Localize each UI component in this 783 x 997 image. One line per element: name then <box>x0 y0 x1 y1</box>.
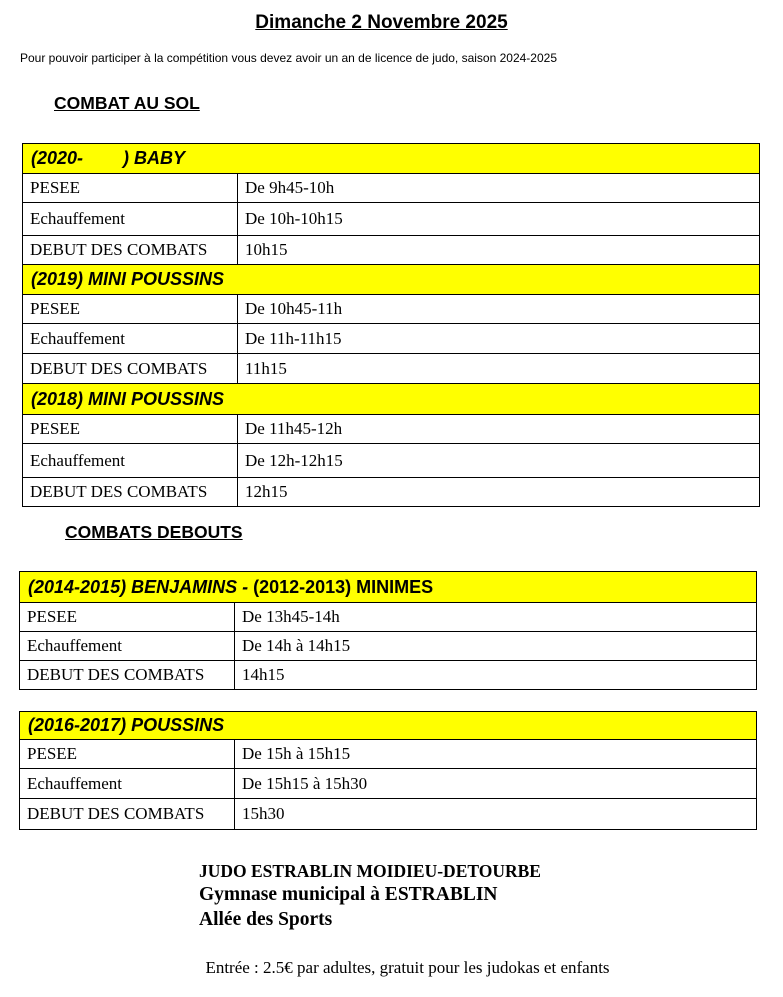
row-label: DEBUT DES COMBATS <box>23 236 238 265</box>
row-value: De 12h-12h15 <box>238 444 760 478</box>
section-combats-debouts: COMBATS DEBOUTS <box>65 522 243 542</box>
row-label: PESEE <box>20 740 235 769</box>
street-address: Allée des Sports <box>199 909 333 930</box>
row-value: De 10h45-11h <box>238 295 760 324</box>
row-label: Echauffement <box>23 444 238 478</box>
gym-name: Gymnase municipal à ESTRABLIN <box>199 884 498 905</box>
club-name: JUDO ESTRABLIN MOIDIEU-DETOURBE <box>199 861 541 881</box>
row-label: DEBUT DES COMBATS <box>20 661 235 690</box>
licence-note: Pour pouvoir participer à la compétition vous devez avoir un an de licence de judo, saison 2024-2025 <box>20 51 557 65</box>
row-value: De 11h-11h15 <box>238 324 760 354</box>
table-row <box>23 444 760 478</box>
group-header-baby <box>23 144 760 174</box>
group-header-poussins <box>20 712 757 740</box>
entry-fee: Entrée : 2.5€ par adultes, gratuit pour les judokas et enfants <box>205 958 610 977</box>
table-row <box>23 174 760 203</box>
schedule-table-poussins <box>19 711 757 830</box>
row-value: 12h15 <box>238 478 760 507</box>
table-row <box>23 478 760 507</box>
row-label: PESEE <box>20 603 235 632</box>
page-title: Dimanche 2 Novembre 2025 <box>255 12 508 33</box>
table-row <box>23 203 760 236</box>
row-value: 11h15 <box>238 354 760 384</box>
row-label: DEBUT DES COMBATS <box>23 478 238 507</box>
group-header-mini-2018 <box>23 384 760 415</box>
row-value: De 13h45-14h <box>235 603 757 632</box>
row-label: DEBUT DES COMBATS <box>20 799 235 830</box>
schedule-table-sol <box>22 143 760 507</box>
table-row <box>20 632 757 661</box>
group-title: (2019) MINI POUSSINS <box>23 265 760 295</box>
row-value: 15h30 <box>235 799 757 830</box>
row-label: Echauffement <box>20 632 235 661</box>
schedule-table-benjamins <box>19 571 757 690</box>
row-value: De 15h à 15h15 <box>235 740 757 769</box>
group-title: (2018) MINI POUSSINS <box>23 384 760 415</box>
group-title: (2016-2017) POUSSINS <box>20 712 757 740</box>
table-row <box>23 415 760 444</box>
row-value: De 10h-10h15 <box>238 203 760 236</box>
table-row <box>23 295 760 324</box>
table-row <box>23 236 760 265</box>
table-row <box>20 661 757 690</box>
table-row <box>23 354 760 384</box>
row-value: De 9h45-10h <box>238 174 760 203</box>
row-value: 14h15 <box>235 661 757 690</box>
row-value: De 11h45-12h <box>238 415 760 444</box>
group-header-mini-2019 <box>23 265 760 295</box>
group-title: (2020- ) BABY <box>23 144 760 174</box>
row-label: PESEE <box>23 174 238 203</box>
section-combat-au-sol: COMBAT AU SOL <box>54 93 200 113</box>
group-title-part: (2012-2013) MINIMES <box>253 576 434 597</box>
row-label: DEBUT DES COMBATS <box>23 354 238 384</box>
group-header-benjamins <box>20 572 757 603</box>
row-label: PESEE <box>23 415 238 444</box>
row-label: Echauffement <box>20 769 235 799</box>
table-row <box>20 603 757 632</box>
row-label: PESEE <box>23 295 238 324</box>
group-title <box>20 572 757 603</box>
table-row <box>20 769 757 799</box>
table-row <box>20 799 757 830</box>
row-value: De 15h15 à 15h30 <box>235 769 757 799</box>
row-label: Echauffement <box>23 203 238 236</box>
group-title-part: (2014-2015) BENJAMINS - <box>28 576 254 597</box>
row-value: De 14h à 14h15 <box>235 632 757 661</box>
row-label: Echauffement <box>23 324 238 354</box>
table-row <box>20 740 757 769</box>
row-value: 10h15 <box>238 236 760 265</box>
table-row <box>23 324 760 354</box>
